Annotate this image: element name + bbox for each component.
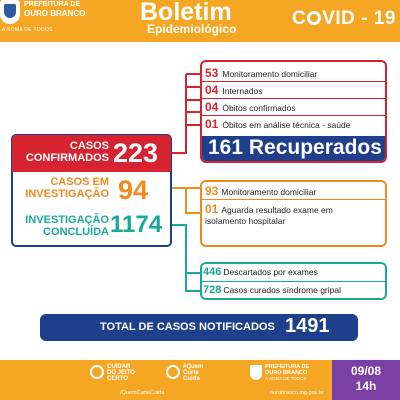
hashtag-line1: #Quem <box>183 364 204 370</box>
detail-label: Monitoramento domiciliar <box>222 69 318 79</box>
investigation-label-line2: INVESTIGAÇÃO <box>25 188 109 200</box>
divider <box>202 115 385 116</box>
logo-line-2: OURO BRANCO <box>24 9 86 18</box>
hashtag-line2: Curte <box>183 370 199 376</box>
social-handle: /QuemCurteCuida <box>120 390 165 396</box>
concluded-label-line2: CONCLUÍDA <box>43 226 109 238</box>
recovered-count: 161 Recuperados <box>208 136 382 159</box>
website-link[interactable]: ourobranco.mg.gov.br <box>270 390 324 396</box>
campaign-care-line3: CERTO <box>107 376 128 382</box>
total-label: TOTAL DE CASOS NOTIFICADOS <box>100 321 275 333</box>
detail-label: Descartados por exames <box>223 267 318 277</box>
covid-rest: VID - 19 <box>322 8 396 29</box>
detail-value: 01 <box>205 202 219 216</box>
detail-label: Internados <box>222 86 263 96</box>
campaign-care-line2: DO JEITO <box>107 370 135 376</box>
detail-value: 01 <box>205 117 219 131</box>
detail-label: Aguarda resultado exame em <box>221 205 333 215</box>
hands-icon <box>166 365 180 379</box>
detail-value: 93 <box>205 184 219 198</box>
page-subtitle: Epidemiológico <box>147 22 237 36</box>
detail-value: 446 <box>203 266 222 278</box>
detail-row <box>205 202 383 226</box>
detail-label: Monitoramento domiciliar <box>221 187 317 197</box>
investigation-label <box>14 176 109 200</box>
detail-value: 53 <box>205 66 219 80</box>
concluded-label-line1: INVESTIGAÇÃO <box>25 214 109 226</box>
detail-row <box>205 117 350 131</box>
logo-tagline: A SOMA DE TODOS <box>2 27 53 33</box>
divider <box>202 281 385 282</box>
heart-icon <box>90 365 104 379</box>
detail-label: Casos curados síndrome gripal <box>223 285 341 295</box>
detail-row <box>203 284 341 296</box>
bulletin-hour: 14h <box>355 379 377 393</box>
confirmed-value: 223 <box>113 138 159 168</box>
bulletin-date: 09/08 <box>350 364 382 378</box>
detail-value: 04 <box>205 100 219 114</box>
footer-logo <box>265 364 309 382</box>
divider <box>202 199 385 200</box>
campaign-care-line1: CUIDAR <box>107 364 131 370</box>
detail-label: Óbitos confirmados <box>222 103 296 113</box>
detail-label-line2: isolamento hospitalar <box>205 216 286 226</box>
covid-letter: C <box>292 8 307 29</box>
detail-label: Óbitos em análise técnica - saúde <box>222 120 351 130</box>
footer-logo-line2: OURO BRANCO <box>265 370 308 376</box>
confirmed-label <box>14 140 109 164</box>
detail-row <box>205 100 296 114</box>
confirmed-label-line1: CASOS <box>69 140 109 152</box>
detail-row <box>205 83 263 97</box>
hashtag-line3: Cuida <box>183 376 200 382</box>
divider <box>202 98 385 99</box>
logo-line-1: PREFEITURA DE <box>24 1 81 8</box>
total-value: 1491 <box>285 315 330 337</box>
crest-icon <box>250 365 262 380</box>
footer-logo-line1: PREFEITURA DE <box>265 364 310 370</box>
investigation-label-line1: CASOS EM <box>50 176 109 188</box>
divider <box>202 81 385 82</box>
detail-row <box>205 66 317 80</box>
page-title: Boletim <box>140 0 232 26</box>
detail-value: 04 <box>205 83 219 97</box>
detail-row <box>205 184 316 198</box>
detail-row <box>203 266 318 278</box>
confirmed-label-line2: CONFIRMADOS <box>25 152 109 164</box>
detail-value: 728 <box>203 284 222 296</box>
concluded-value: 1174 <box>110 211 163 238</box>
campaign-hashtag <box>183 364 203 382</box>
concluded-label <box>14 214 109 238</box>
footer-logo-line3: A SOMA DE TODOS <box>265 376 307 381</box>
campaign-care <box>107 364 135 382</box>
investigation-value: 94 <box>118 175 149 205</box>
